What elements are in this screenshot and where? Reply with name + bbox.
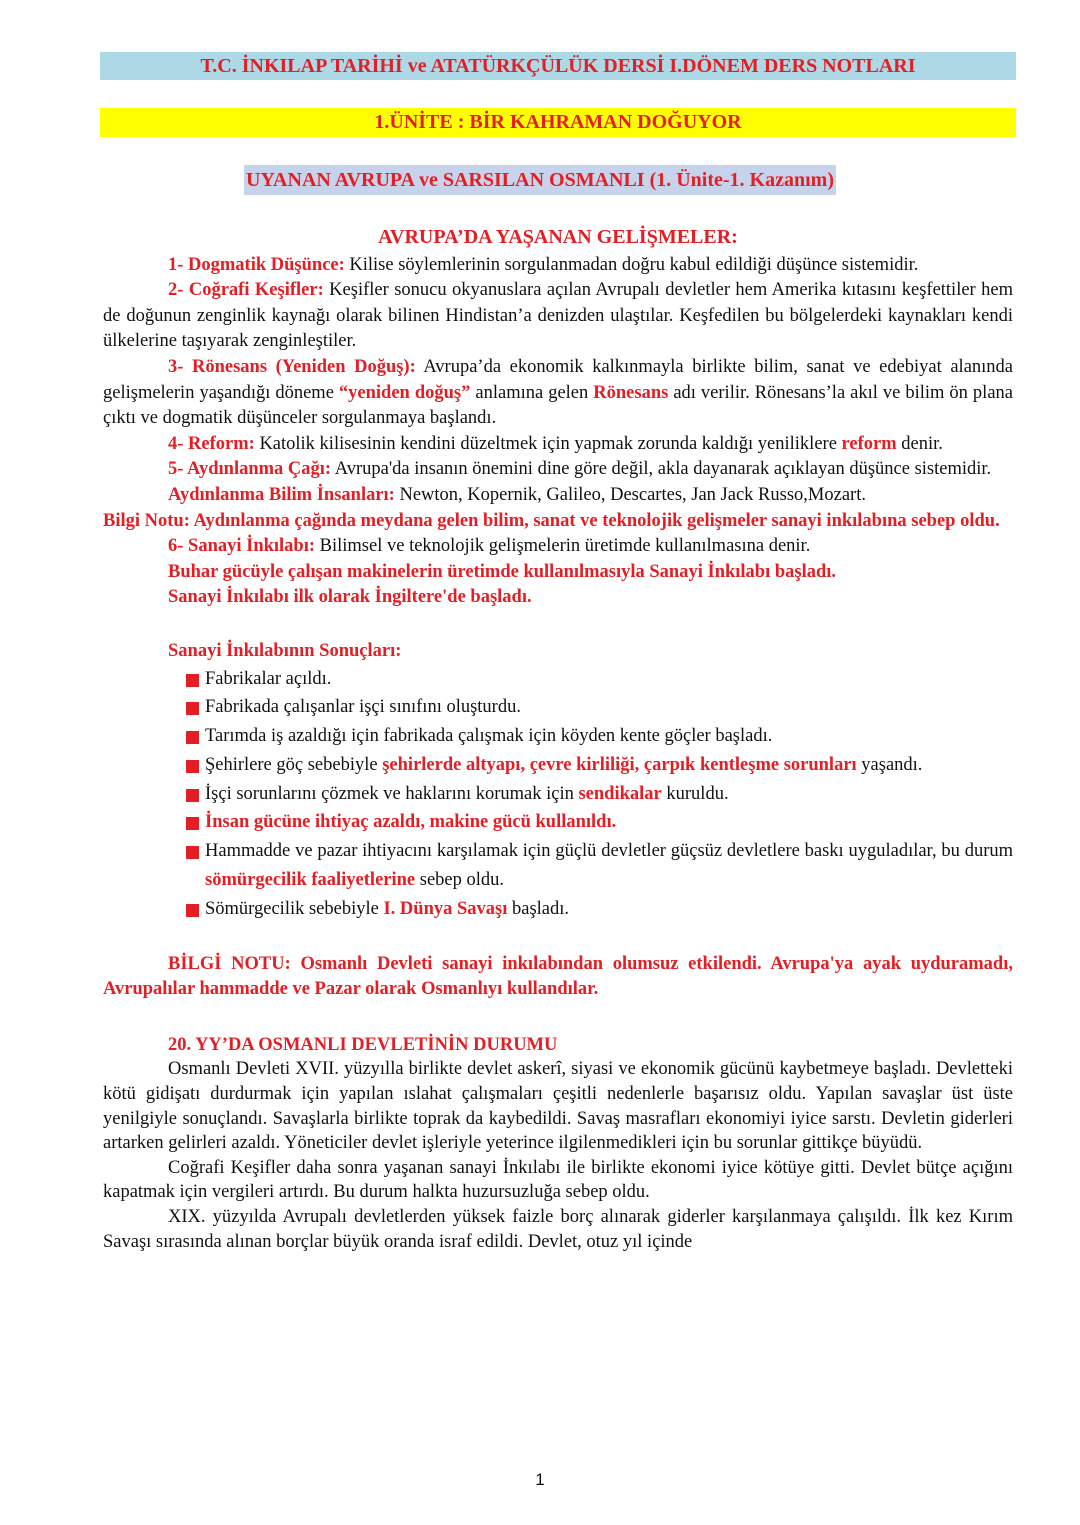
highlighted-text: sömürgecilik faaliyetlerine — [205, 870, 416, 891]
text: İşçi sorunlarını çözmek ve haklarını korumak için — [205, 783, 579, 804]
text: denir. — [896, 433, 943, 454]
list-item — [103, 808, 1013, 837]
paragraph — [103, 1205, 1013, 1254]
paragraph — [103, 432, 1013, 458]
page-number: 1 — [535, 1470, 545, 1489]
paragraph — [103, 483, 1013, 509]
text: Bilimsel ve teknolojik gelişmelerin üretimde kullanılmasına denir. — [315, 536, 811, 557]
bullet-square-icon — [186, 731, 199, 744]
text: Fabrikalar açıldı. — [205, 668, 332, 689]
list-item — [103, 722, 1013, 751]
text: anlamına gelen — [470, 382, 594, 403]
text: Keşifler sonucu okyanuslara açılan Avrupalı devletler hem Amerika kıtasını keşfettiler hem de doğunun zenginlik kaynağı olarak bilinen Hindistan’a denizden ulaştılar. Keşfedilen bu bölgelerdeki kaynakları kendi ülkelerine taşıyarak zenginleştiler. — [103, 280, 1013, 352]
paragraph — [103, 560, 1013, 586]
paragraph — [103, 639, 1013, 665]
highlighted-text: İnsan gücüne ihtiyaç azaldı, makine gücü kullanıldı. — [205, 812, 617, 833]
highlighted-text: Buhar gücüyle çalışan makinelerin üretimde kullanılmasıyla Sanayi İnkılabı başladı. — [168, 561, 837, 582]
text: kuruldu. — [661, 783, 729, 804]
ottoman-section — [103, 1033, 1013, 1254]
highlighted-text: Sanayi İnkılabı ilk olarak İngiltere'de başladı. — [168, 587, 532, 608]
highlighted-text: AVRUPA’DA YAŞANAN GELİŞMELER: — [378, 226, 738, 248]
highlighted-text: reform — [841, 433, 897, 454]
section-heading — [103, 225, 1013, 251]
paragraph — [103, 509, 1013, 535]
highlighted-text: BİLGİ NOTU: Osmanlı Devleti sanayi inkılabından olumsuz etkilendi. Avrupa'ya ayak uyduramadı, Avrupalılar hammadde ve Pazar olarak Osmanlıyı kullandılar. — [103, 953, 1013, 1000]
text: Kilise söylemlerinin sorgulanmadan doğru kabul edildiği düşünce sistemidir. — [344, 254, 919, 275]
highlighted-text: Rönesans — [593, 382, 669, 403]
text: yaşandı. — [856, 754, 923, 775]
paragraph — [103, 534, 1013, 560]
list-item — [103, 780, 1013, 809]
highlighted-text: 20. YY’DA OSMANLI DEVLETİNİN DURUMU — [168, 1034, 558, 1055]
highlighted-text: Bilgi Notu: Aydınlanma çağında meydana gelen bilim, sanat ve teknolojik gelişmeler sanayi inkılabına sebep oldu. — [103, 510, 1000, 531]
spacer — [103, 1003, 1013, 1033]
text: Avrupa'da insanın önemini dine göre değil, akla dayanarak açıklayan düşünce sistemidir. — [331, 459, 992, 480]
text: Sömürgecilik sebebiyle — [205, 898, 384, 919]
text: sebep oldu. — [415, 870, 505, 891]
list-item — [103, 693, 1013, 722]
paragraph — [103, 1057, 1013, 1155]
document-body — [103, 225, 1013, 1254]
bullet-square-icon — [186, 817, 199, 830]
document-title: T.C. İNKILAP TARİHİ ve ATATÜRKÇÜLÜK DERSİ I.DÖNEM DERS NOTLARI — [100, 52, 1016, 80]
text: Şehirlere göç sebebiyle — [205, 754, 383, 775]
text: Fabrikada çalışanlar işçi sınıfını oluşturdu. — [205, 697, 521, 718]
bullet-square-icon — [186, 702, 199, 715]
highlighted-text: “yeniden doğuş” — [338, 382, 471, 403]
highlighted-text: I. Dünya Savaşı — [383, 898, 508, 919]
paragraph — [103, 457, 1013, 483]
text: XIX. yüzyılda Avrupalı devletlerden yüksek faizle borç alınarak giderler karşılanmaya çalışıldı. İlk kez Kırım Savaşı sırasında alınan borçlar büyük oranda israf edildi. Devlet, otuz yıl içinde — [103, 1207, 1013, 1252]
paragraph — [103, 585, 1013, 611]
text: adı verilir. Rönesans’la akıl ve bilim ön plana çıktı ve dogmatik düşünceler sorgulanmaya başlandı. — [103, 382, 1013, 429]
paragraph — [103, 952, 1013, 1003]
text: Katolik kilisesinin kendini düzeltmek için yapmak zorunda kaldığı yeniliklere — [254, 433, 842, 454]
text: Hammadde ve pazar ihtiyacını karşılamak için güçlü devletler güçsüz devletlere baskı uyguladılar, bu durum — [205, 841, 1013, 862]
spacer — [103, 924, 1013, 952]
highlighted-text: 1- Dogmatik Düşünce: — [168, 254, 345, 275]
text: Tarımda iş azaldığı için fabrikada çalışmak için köyden kente göçler başladı. — [205, 726, 773, 747]
spacer — [103, 611, 1013, 639]
list-item — [103, 837, 1013, 895]
highlighted-text: 3- Rönesans (Yeniden Doğuş): — [168, 356, 416, 377]
highlighted-text: şehirlerde altyapı, çevre kirliliği, çarpık kentleşme sorunları — [382, 754, 857, 775]
highlighted-text: 2- Coğrafi Keşifler: — [168, 280, 324, 301]
text: Newton, Kopernik, Galileo, Descartes, Jan Jack Russo,Mozart. — [394, 484, 866, 505]
list-item — [103, 751, 1013, 780]
topic-title: UYANAN AVRUPA ve SARSILAN OSMANLI (1. Ünite-1. Kazanım) — [244, 165, 836, 195]
list-item — [103, 665, 1013, 694]
bullet-square-icon — [186, 760, 199, 773]
text: Osmanlı Devleti XVII. yüzyılla birlikte devlet askerî, siyasi ve ekonomik gücünü kaybetmeye başladı. Devletteki kötü gidişatı durdurmak için yapılan ıslahat çalışmaları çeşitli nedenlerle başarısız oldu. Yapılan savaşlar üst üste yenilgiyle sonuçlandı. Savaşlarla birlikte toprak da kaybedildi. Savaş masrafları ekonomiyi iyice sarstı. Devletin giderleri artarken gelirleri azaldı. Yöneticiler devlet işleriyle yeterince ilgilenmedikleri için bu sorunlar gittikçe büyüdü. — [103, 1059, 1013, 1154]
paragraph — [103, 278, 1013, 355]
bullet-square-icon — [186, 904, 199, 917]
text: Avrupa’da ekonomik kalkınmayla birlikte bilim, sanat ve edebiyat alanında gelişmelerin yaşandığı döneme — [103, 356, 1014, 403]
paragraph — [103, 1033, 1013, 1058]
highlighted-text: 6- Sanayi İnkılabı: — [168, 536, 316, 557]
bullet-square-icon — [186, 846, 199, 859]
text: başladı. — [507, 898, 570, 919]
paragraph — [103, 253, 1013, 279]
list-item — [103, 895, 1013, 924]
bullet-square-icon — [186, 789, 199, 802]
highlighted-text: 5- Aydınlanma Çağı: — [168, 459, 332, 480]
unit-title: 1.ÜNİTE : BİR KAHRAMAN DOĞUYOR — [100, 108, 1016, 137]
highlighted-text: 4- Reform: — [168, 433, 255, 454]
highlighted-text: sendikalar — [578, 783, 662, 804]
highlighted-text: Aydınlanma Bilim İnsanları: — [168, 484, 395, 505]
text: Coğrafi Keşifler daha sonra yaşanan sanayi İnkılabı ile birlikte ekonomi iyice kötüye gitti. Devlet bütçe açığını kapatmak için vergileri artırdı. Bu durum halkta huzursuzluğa sebep oldu. — [103, 1157, 1013, 1203]
bullet-square-icon — [186, 674, 199, 687]
paragraph — [103, 355, 1013, 432]
highlighted-text: Sanayi İnkılabının Sonuçları: — [168, 640, 402, 661]
paragraph — [103, 1156, 1013, 1205]
